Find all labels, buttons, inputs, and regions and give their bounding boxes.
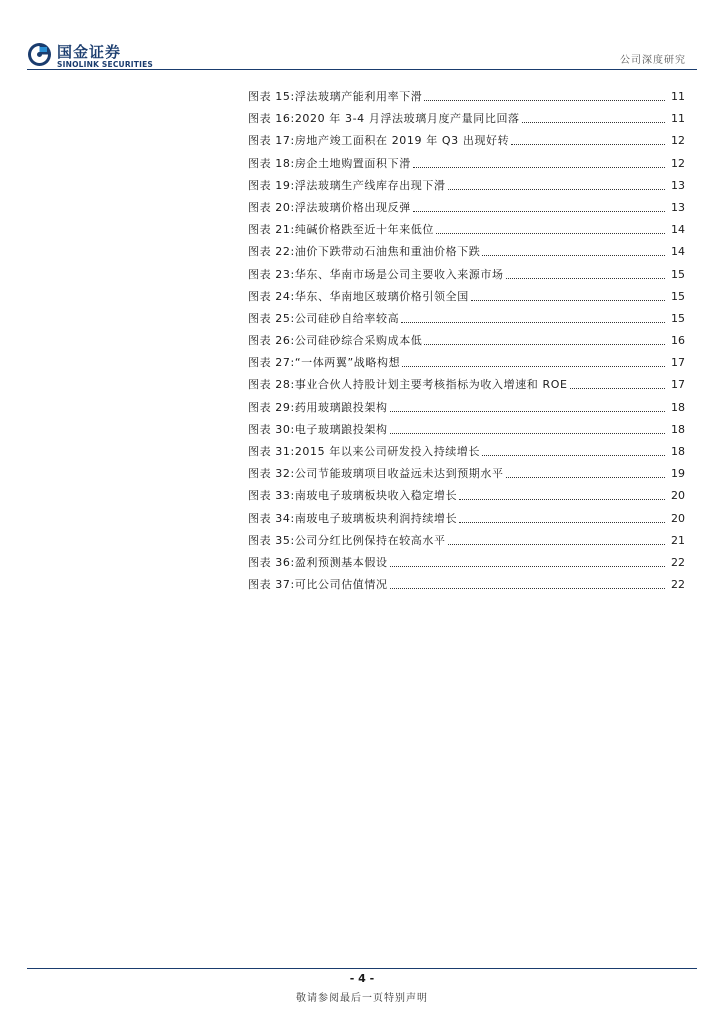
toc-figure-title: 公司硅砂综合采购成本低 — [294, 334, 423, 348]
toc-page-number: 20 — [671, 489, 685, 503]
figure-list — [248, 90, 685, 600]
toc-entry[interactable] — [248, 378, 685, 400]
toc-page-number: 15 — [671, 289, 685, 303]
toc-figure-label: 图表 37: — [248, 578, 295, 592]
toc-entry[interactable] — [248, 312, 685, 334]
toc-entry[interactable] — [248, 556, 685, 578]
toc-entry[interactable] — [248, 112, 685, 134]
toc-figure-label: 图表 35: — [248, 533, 295, 547]
toc-figure-title: 油价下跌带动石油焦和重油价格下跌 — [294, 245, 481, 259]
toc-leader-dots — [482, 455, 665, 456]
toc-page-number: 19 — [671, 467, 685, 481]
toc-entry-text — [248, 378, 667, 392]
toc-figure-title: 事业合伙人持股计划主要考核指标为收入增速和 ROE — [294, 378, 568, 392]
toc-entry[interactable] — [248, 179, 685, 201]
toc-page-number: 18 — [671, 400, 685, 414]
toc-entry[interactable] — [248, 489, 685, 511]
toc-figure-label: 图表 23: — [248, 267, 295, 281]
toc-page-number: 21 — [671, 533, 685, 547]
toc-leader-dots — [570, 388, 665, 389]
toc-page-number: 14 — [671, 223, 685, 237]
toc-entry[interactable] — [248, 290, 685, 312]
toc-figure-title: 房地产竣工面积在 2019 年 Q3 出现好转 — [294, 134, 510, 148]
toc-figure-label: 图表 29: — [248, 400, 295, 414]
toc-figure-title: 盈利预测基本假设 — [294, 555, 388, 569]
toc-entry[interactable] — [248, 512, 685, 534]
toc-entry-text — [248, 201, 667, 215]
toc-figure-label: 图表 31: — [248, 445, 295, 458]
toc-leader-dots — [459, 522, 665, 523]
toc-entry[interactable] — [248, 578, 685, 600]
toc-page-number: 22 — [671, 555, 685, 569]
toc-figure-label: 图表 18: — [248, 156, 295, 170]
toc-page-number: 20 — [671, 511, 685, 525]
toc-figure-label: 图表 34: — [248, 511, 295, 525]
toc-figure-title: 南玻电子玻璃板块收入稳定增长 — [294, 489, 458, 503]
logo-chinese-name: 国金证券 — [57, 43, 122, 61]
toc-entry[interactable] — [248, 534, 685, 556]
toc-figure-title: 华东、华南市场是公司主要收入来源市场 — [294, 267, 504, 281]
toc-entry-text — [248, 556, 667, 570]
toc-figure-label: 图表 17: — [248, 134, 295, 148]
toc-figure-title: 药用玻璃踉投架构 — [294, 400, 388, 414]
toc-entry-text — [248, 245, 667, 259]
toc-figure-title: 南玻电子玻璃板块利润持续增长 — [294, 511, 458, 525]
toc-leader-dots — [448, 544, 665, 545]
toc-leader-dots — [413, 211, 665, 212]
toc-figure-title: 公司节能玻璃项目收益远未达到预期水平 — [294, 467, 504, 481]
toc-entry-text — [248, 534, 667, 548]
toc-figure-title: 房企土地购置面积下滑 — [294, 156, 411, 170]
toc-entry-text — [248, 112, 667, 126]
toc-leader-dots — [390, 588, 665, 589]
toc-page-number: 11 — [671, 112, 685, 126]
toc-entry-text — [248, 445, 667, 459]
toc-entry-text — [248, 290, 667, 304]
toc-figure-label: 图表 16: — [248, 112, 295, 126]
toc-entry[interactable] — [248, 268, 685, 290]
toc-entry-text — [248, 223, 667, 237]
report-type-label: 公司深度研究 — [620, 55, 686, 66]
header-divider — [27, 69, 697, 70]
toc-figure-title: 浮法玻璃价格出现反弹 — [294, 200, 411, 214]
toc-page-number: 15 — [671, 267, 685, 281]
toc-entry-text — [248, 467, 667, 481]
toc-leader-dots — [413, 167, 665, 168]
toc-leader-dots — [424, 344, 665, 345]
toc-page-number: 13 — [671, 178, 685, 192]
toc-figure-title: 浮法玻璃产能利用率下滑 — [294, 90, 423, 103]
toc-figure-label: 图表 21: — [248, 223, 295, 237]
toc-figure-title: 公司分红比例保持在较高水平 — [294, 533, 446, 547]
toc-figure-label: 图表 28: — [248, 378, 295, 392]
toc-page-number: 11 — [671, 90, 685, 103]
toc-figure-label: 图表 20: — [248, 200, 295, 214]
toc-figure-label: 图表 15: — [248, 90, 295, 103]
toc-entry[interactable] — [248, 134, 685, 156]
toc-leader-dots — [506, 477, 665, 478]
toc-page-number: 12 — [671, 156, 685, 170]
toc-figure-label: 图表 30: — [248, 422, 295, 436]
toc-figure-title: 公司硅砂自给率较高 — [294, 311, 400, 325]
toc-figure-label: 图表 27: — [248, 356, 295, 370]
toc-entry[interactable] — [248, 423, 685, 445]
toc-entry[interactable] — [248, 445, 685, 467]
toc-leader-dots — [390, 433, 665, 434]
toc-figure-title: 电子玻璃踉投架构 — [294, 422, 388, 436]
toc-page-number: 18 — [671, 445, 685, 458]
toc-figure-label: 图表 24: — [248, 289, 295, 303]
toc-figure-label: 图表 25: — [248, 311, 295, 325]
toc-figure-label: 图表 19: — [248, 178, 295, 192]
toc-leader-dots — [448, 189, 665, 190]
toc-page-number: 15 — [671, 311, 685, 325]
toc-page-number: 16 — [671, 334, 685, 348]
toc-entry[interactable] — [248, 223, 685, 245]
toc-entry-text — [248, 512, 667, 526]
toc-entry[interactable] — [248, 467, 685, 489]
footer-divider — [27, 968, 697, 969]
toc-entry-text — [248, 578, 667, 592]
toc-page-number: 18 — [671, 422, 685, 436]
footer-disclaimer: 敬请参阅最后一页特别声明 — [296, 993, 428, 1004]
toc-entry-text — [248, 268, 667, 282]
toc-leader-dots — [506, 278, 665, 279]
toc-entry-text — [248, 356, 667, 370]
toc-entry[interactable] — [248, 157, 685, 179]
toc-page-number: 12 — [671, 134, 685, 148]
toc-page-number: 14 — [671, 245, 685, 259]
toc-page-number: 17 — [671, 378, 685, 392]
sinolink-logo-icon — [27, 42, 52, 67]
toc-page-number: 13 — [671, 200, 685, 214]
toc-figure-title: 2020 年 3-4 月浮法玻璃月度产量同比回落 — [294, 112, 520, 126]
toc-entry-text — [248, 401, 667, 415]
toc-entry-text — [248, 312, 667, 326]
toc-leader-dots — [424, 100, 665, 101]
toc-leader-dots — [471, 300, 665, 301]
toc-leader-dots — [459, 499, 665, 500]
toc-page-number: 17 — [671, 356, 685, 370]
toc-entry[interactable] — [248, 90, 685, 112]
toc-figure-title: 华东、华南地区玻璃价格引领全国 — [294, 289, 469, 303]
toc-leader-dots — [522, 122, 665, 123]
toc-leader-dots — [390, 566, 665, 567]
toc-figure-label: 图表 32: — [248, 467, 295, 481]
toc-figure-label: 图表 33: — [248, 489, 295, 503]
toc-figure-title: “一体两翼”战略构想 — [294, 356, 401, 370]
toc-leader-dots — [401, 322, 665, 323]
toc-entry-text — [248, 489, 667, 503]
toc-figure-title: 纯碱价格跌至近十年来低位 — [294, 223, 435, 237]
toc-entry-text — [248, 157, 667, 171]
toc-figure-title: 可比公司估值情况 — [294, 578, 388, 592]
toc-entry-text — [248, 179, 667, 193]
toc-entry[interactable] — [248, 356, 685, 378]
logo-english-name: SINOLINK SECURITIES — [57, 60, 154, 69]
toc-entry[interactable] — [248, 334, 685, 356]
toc-figure-title: 浮法玻璃生产线库存出现下滑 — [294, 178, 446, 192]
toc-leader-dots — [511, 144, 665, 145]
toc-figure-label: 图表 36: — [248, 555, 295, 569]
toc-entry-text — [248, 90, 667, 104]
toc-leader-dots — [402, 366, 665, 367]
toc-entry-text — [248, 334, 667, 348]
toc-entry-text — [248, 134, 667, 148]
toc-entry-text — [248, 423, 667, 437]
toc-leader-dots — [436, 233, 665, 234]
toc-leader-dots — [482, 255, 665, 256]
toc-entry[interactable] — [248, 245, 685, 267]
toc-entry[interactable] — [248, 401, 685, 423]
toc-page-number: 22 — [671, 578, 685, 592]
toc-leader-dots — [390, 411, 665, 412]
toc-figure-label: 图表 22: — [248, 245, 295, 259]
toc-entry[interactable] — [248, 201, 685, 223]
toc-figure-label: 图表 26: — [248, 334, 295, 348]
page-number: - 4 - — [349, 972, 375, 985]
toc-figure-title: 2015 年以来公司研发投入持续增长 — [294, 445, 481, 458]
